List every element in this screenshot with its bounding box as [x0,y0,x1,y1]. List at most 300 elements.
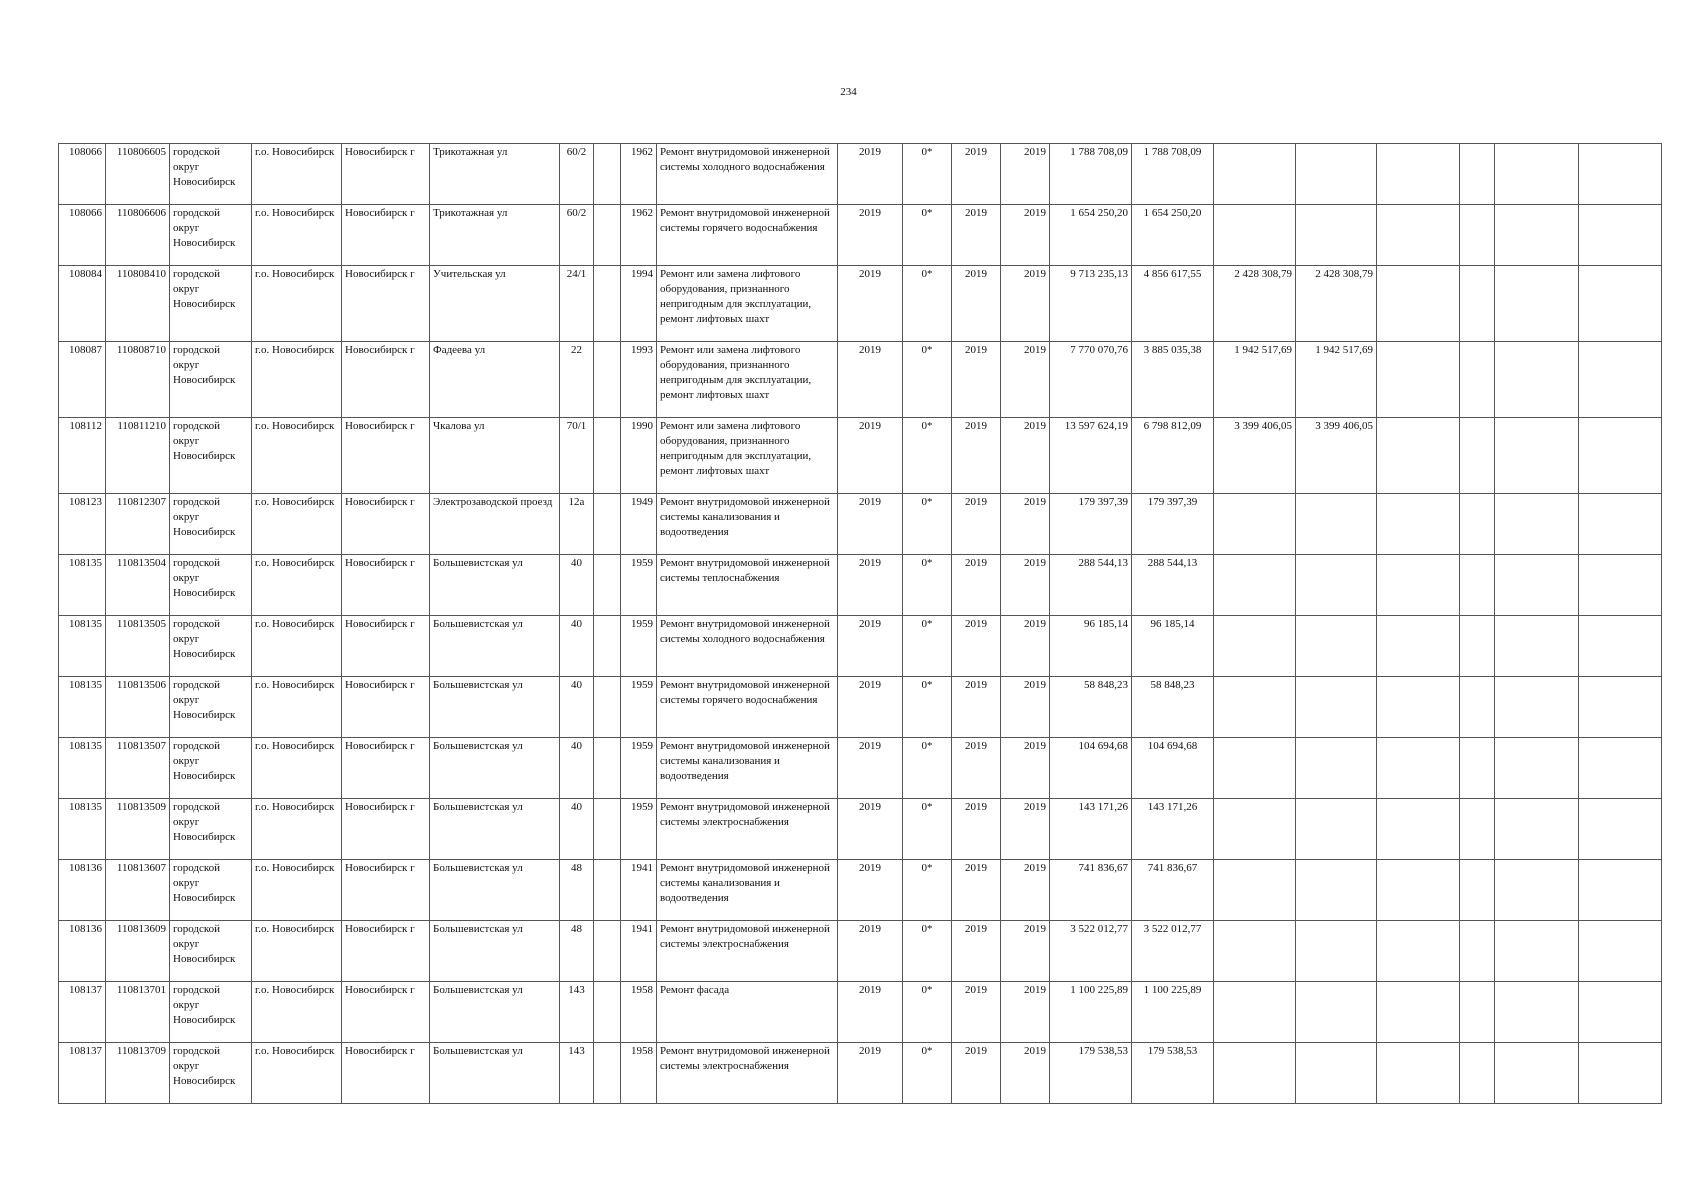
cell-municipality: городской округ Новосибирск [170,799,252,860]
cell-year-built: 1941 [621,860,657,921]
cell-year-built: 1993 [621,342,657,418]
cell-district: г.о. Новосибирск [252,799,342,860]
cell-empty [1377,1043,1460,1104]
cell-district: г.о. Новосибирск [252,144,342,205]
cell-city: Новосибирск г [342,799,430,860]
cell-empty [1495,205,1579,266]
cell-work-type: Ремонт внутридомовой инженерной системы канализования и водоотведения [657,494,838,555]
cell-budget-2: 1 942 517,69 [1296,342,1377,418]
cell-street: Трикотажная ул [430,144,560,205]
cell-plan-year: 2019 [838,418,903,494]
cell-empty [1377,266,1460,342]
cell-year-built: 1962 [621,205,657,266]
cell-empty [1460,266,1495,342]
cell-empty [1579,342,1662,418]
cell-year-built: 1959 [621,616,657,677]
cell-work-type: Ремонт внутридомовой инженерной системы канализования и водоотведения [657,738,838,799]
table-row [59,494,1662,555]
cell-stage: 0* [903,860,952,921]
cell-municipality: городской округ Новосибирск [170,266,252,342]
cell-building [594,860,621,921]
cell-budget-1 [1214,677,1296,738]
cell-municipality: городской округ Новосибирск [170,921,252,982]
cell-building [594,418,621,494]
cell-empty [1377,982,1460,1043]
cell-total-cost: 1 788 708,09 [1050,144,1132,205]
cell-street: Большевистская ул [430,982,560,1043]
cell-id: 108066 [59,205,106,266]
cell-fund-cost: 104 694,68 [1132,738,1214,799]
cell-district: г.о. Новосибирск [252,616,342,677]
cell-house: 60/2 [560,144,594,205]
cell-year-built: 1994 [621,266,657,342]
cell-empty [1495,144,1579,205]
cell-fund-cost: 741 836,67 [1132,860,1214,921]
cell-budget-2 [1296,555,1377,616]
cell-work-type: Ремонт внутридомовой инженерной системы горячего водоснабжения [657,677,838,738]
cell-empty [1579,799,1662,860]
cell-end-year: 2019 [1001,555,1050,616]
cell-street: Большевистская ул [430,1043,560,1104]
cell-empty [1495,982,1579,1043]
cell-municipality: городской округ Новосибирск [170,144,252,205]
cell-end-year: 2019 [1001,799,1050,860]
cell-district: г.о. Новосибирск [252,860,342,921]
cell-empty [1377,677,1460,738]
table-row [59,555,1662,616]
cell-stage: 0* [903,418,952,494]
cell-plan-year: 2019 [838,342,903,418]
cell-plan-year: 2019 [838,982,903,1043]
cell-budget-2 [1296,205,1377,266]
cell-end-year: 2019 [1001,921,1050,982]
cell-building [594,342,621,418]
cell-empty [1460,1043,1495,1104]
cell-work-type: Ремонт внутридомовой инженерной системы электроснабжения [657,1043,838,1104]
cell-id: 108135 [59,677,106,738]
cell-budget-1: 3 399 406,05 [1214,418,1296,494]
cell-id: 108112 [59,418,106,494]
table-row [59,677,1662,738]
cell-total-cost: 288 544,13 [1050,555,1132,616]
cell-total-cost: 9 713 235,13 [1050,266,1132,342]
cell-fund-cost: 288 544,13 [1132,555,1214,616]
cell-year-built: 1990 [621,418,657,494]
cell-work-type: Ремонт или замена лифтового оборудования, признанного непригодным для эксплуатации, ремонт лифтовых шахт [657,418,838,494]
cell-empty [1579,616,1662,677]
cell-district: г.о. Новосибирск [252,342,342,418]
cell-budget-2 [1296,799,1377,860]
cell-end-year: 2019 [1001,144,1050,205]
cell-work-type: Ремонт внутридомовой инженерной системы электроснабжения [657,799,838,860]
cell-empty [1495,799,1579,860]
cell-id: 108137 [59,1043,106,1104]
cell-empty [1579,494,1662,555]
cell-code: 110808710 [106,342,170,418]
cell-id: 108087 [59,342,106,418]
cell-end-year: 2019 [1001,738,1050,799]
cell-city: Новосибирск г [342,616,430,677]
cell-empty [1579,860,1662,921]
cell-year-built: 1949 [621,494,657,555]
cell-building [594,1043,621,1104]
cell-code: 110813506 [106,677,170,738]
capital-repair-table [58,143,1662,1104]
cell-end-year: 2019 [1001,616,1050,677]
table-row [59,738,1662,799]
cell-house: 40 [560,555,594,616]
cell-building [594,799,621,860]
cell-empty [1579,1043,1662,1104]
cell-house: 143 [560,982,594,1043]
cell-year-built: 1958 [621,982,657,1043]
cell-fund-cost: 4 856 617,55 [1132,266,1214,342]
cell-empty [1579,205,1662,266]
cell-city: Новосибирск г [342,266,430,342]
cell-empty [1460,738,1495,799]
cell-work-type: Ремонт внутридомовой инженерной системы холодного водоснабжения [657,144,838,205]
cell-municipality: городской округ Новосибирск [170,418,252,494]
cell-empty [1579,418,1662,494]
cell-plan-year: 2019 [838,799,903,860]
cell-empty [1495,921,1579,982]
cell-street: Большевистская ул [430,799,560,860]
cell-building [594,616,621,677]
cell-empty [1460,677,1495,738]
cell-empty [1377,205,1460,266]
cell-fund-cost: 143 171,26 [1132,799,1214,860]
cell-id: 108136 [59,860,106,921]
cell-empty [1579,677,1662,738]
cell-empty [1460,616,1495,677]
cell-city: Новосибирск г [342,1043,430,1104]
cell-plan-year: 2019 [838,738,903,799]
cell-budget-1: 1 942 517,69 [1214,342,1296,418]
cell-municipality: городской округ Новосибирск [170,677,252,738]
cell-house: 22 [560,342,594,418]
cell-city: Новосибирск г [342,860,430,921]
cell-empty [1579,555,1662,616]
cell-code: 110812307 [106,494,170,555]
cell-empty [1377,921,1460,982]
cell-budget-1 [1214,144,1296,205]
cell-total-cost: 1 654 250,20 [1050,205,1132,266]
cell-stage: 0* [903,144,952,205]
cell-plan-year: 2019 [838,205,903,266]
cell-street: Трикотажная ул [430,205,560,266]
cell-fund-cost: 58 848,23 [1132,677,1214,738]
cell-year-built: 1962 [621,144,657,205]
cell-code: 110813504 [106,555,170,616]
cell-start-year: 2019 [952,418,1001,494]
cell-id: 108135 [59,738,106,799]
cell-budget-2 [1296,677,1377,738]
cell-id: 108135 [59,799,106,860]
cell-house: 60/2 [560,205,594,266]
cell-empty [1377,799,1460,860]
cell-budget-2 [1296,738,1377,799]
cell-municipality: городской округ Новосибирск [170,205,252,266]
cell-empty [1579,738,1662,799]
cell-code: 110806606 [106,205,170,266]
cell-budget-2: 2 428 308,79 [1296,266,1377,342]
cell-work-type: Ремонт внутридомовой инженерной системы электроснабжения [657,921,838,982]
cell-city: Новосибирск г [342,982,430,1043]
cell-plan-year: 2019 [838,677,903,738]
cell-fund-cost: 96 185,14 [1132,616,1214,677]
cell-year-built: 1958 [621,1043,657,1104]
cell-fund-cost: 1 654 250,20 [1132,205,1214,266]
cell-city: Новосибирск г [342,677,430,738]
cell-plan-year: 2019 [838,860,903,921]
cell-street: Учительская ул [430,266,560,342]
cell-year-built: 1959 [621,738,657,799]
cell-start-year: 2019 [952,799,1001,860]
cell-street: Большевистская ул [430,738,560,799]
cell-id: 108066 [59,144,106,205]
cell-budget-1 [1214,205,1296,266]
cell-budget-1 [1214,921,1296,982]
table-row [59,1043,1662,1104]
cell-empty [1377,494,1460,555]
cell-budget-2 [1296,921,1377,982]
cell-stage: 0* [903,342,952,418]
cell-plan-year: 2019 [838,144,903,205]
cell-total-cost: 143 171,26 [1050,799,1132,860]
cell-work-type: Ремонт или замена лифтового оборудования, признанного непригодным для эксплуатации, ремонт лифтовых шахт [657,342,838,418]
cell-empty [1495,342,1579,418]
cell-start-year: 2019 [952,921,1001,982]
cell-street: Большевистская ул [430,677,560,738]
cell-end-year: 2019 [1001,677,1050,738]
cell-district: г.о. Новосибирск [252,982,342,1043]
cell-id: 108135 [59,616,106,677]
cell-budget-1 [1214,982,1296,1043]
cell-district: г.о. Новосибирск [252,677,342,738]
cell-code: 110806605 [106,144,170,205]
cell-end-year: 2019 [1001,1043,1050,1104]
cell-work-type: Ремонт внутридомовой инженерной системы холодного водоснабжения [657,616,838,677]
cell-empty [1495,418,1579,494]
cell-year-built: 1941 [621,921,657,982]
cell-municipality: городской округ Новосибирск [170,555,252,616]
cell-start-year: 2019 [952,266,1001,342]
cell-year-built: 1959 [621,677,657,738]
cell-plan-year: 2019 [838,494,903,555]
table-row [59,205,1662,266]
cell-fund-cost: 1 788 708,09 [1132,144,1214,205]
cell-code: 110813505 [106,616,170,677]
cell-empty [1460,799,1495,860]
cell-total-cost: 179 397,39 [1050,494,1132,555]
cell-plan-year: 2019 [838,1043,903,1104]
cell-plan-year: 2019 [838,616,903,677]
cell-total-cost: 741 836,67 [1050,860,1132,921]
cell-stage: 0* [903,494,952,555]
cell-budget-1 [1214,738,1296,799]
cell-start-year: 2019 [952,1043,1001,1104]
cell-municipality: городской округ Новосибирск [170,494,252,555]
cell-empty [1460,205,1495,266]
cell-code: 110813507 [106,738,170,799]
cell-start-year: 2019 [952,738,1001,799]
cell-stage: 0* [903,982,952,1043]
cell-house: 143 [560,1043,594,1104]
cell-start-year: 2019 [952,555,1001,616]
cell-stage: 0* [903,677,952,738]
cell-id: 108136 [59,921,106,982]
cell-fund-cost: 3 522 012,77 [1132,921,1214,982]
cell-work-type: Ремонт внутридомовой инженерной системы горячего водоснабжения [657,205,838,266]
cell-end-year: 2019 [1001,982,1050,1043]
cell-code: 110813509 [106,799,170,860]
cell-fund-cost: 3 885 035,38 [1132,342,1214,418]
cell-total-cost: 58 848,23 [1050,677,1132,738]
table-row [59,616,1662,677]
cell-building [594,555,621,616]
cell-budget-2 [1296,616,1377,677]
table-row [59,860,1662,921]
cell-street: Большевистская ул [430,616,560,677]
cell-house: 12а [560,494,594,555]
cell-district: г.о. Новосибирск [252,494,342,555]
cell-start-year: 2019 [952,205,1001,266]
cell-budget-1 [1214,616,1296,677]
cell-code: 110813701 [106,982,170,1043]
table-row [59,342,1662,418]
cell-work-type: Ремонт фасада [657,982,838,1043]
cell-empty [1460,555,1495,616]
cell-budget-2 [1296,982,1377,1043]
cell-id: 108123 [59,494,106,555]
cell-empty [1495,1043,1579,1104]
cell-district: г.о. Новосибирск [252,266,342,342]
cell-house: 24/1 [560,266,594,342]
cell-code: 110811210 [106,418,170,494]
cell-empty [1495,266,1579,342]
cell-stage: 0* [903,921,952,982]
cell-municipality: городской округ Новосибирск [170,860,252,921]
cell-budget-1 [1214,860,1296,921]
cell-street: Электрозаводской проезд [430,494,560,555]
cell-id: 108137 [59,982,106,1043]
cell-house: 70/1 [560,418,594,494]
cell-budget-1 [1214,494,1296,555]
cell-total-cost: 96 185,14 [1050,616,1132,677]
cell-budget-1 [1214,799,1296,860]
cell-end-year: 2019 [1001,266,1050,342]
cell-house: 48 [560,921,594,982]
cell-building [594,494,621,555]
cell-end-year: 2019 [1001,860,1050,921]
cell-city: Новосибирск г [342,144,430,205]
cell-budget-1 [1214,555,1296,616]
cell-end-year: 2019 [1001,494,1050,555]
cell-stage: 0* [903,616,952,677]
cell-code: 110813607 [106,860,170,921]
cell-street: Фадеева ул [430,342,560,418]
cell-empty [1460,144,1495,205]
cell-house: 40 [560,738,594,799]
cell-empty [1377,616,1460,677]
cell-total-cost: 3 522 012,77 [1050,921,1132,982]
cell-year-built: 1959 [621,799,657,860]
cell-plan-year: 2019 [838,921,903,982]
cell-fund-cost: 179 397,39 [1132,494,1214,555]
cell-empty [1579,921,1662,982]
cell-municipality: городской округ Новосибирск [170,616,252,677]
cell-house: 48 [560,860,594,921]
cell-budget-2 [1296,144,1377,205]
cell-empty [1460,982,1495,1043]
cell-city: Новосибирск г [342,494,430,555]
cell-house: 40 [560,677,594,738]
cell-work-type: Ремонт или замена лифтового оборудования, признанного непригодным для эксплуатации, ремонт лифтовых шахт [657,266,838,342]
table-row [59,144,1662,205]
cell-district: г.о. Новосибирск [252,921,342,982]
cell-stage: 0* [903,205,952,266]
cell-empty [1377,555,1460,616]
cell-id: 108135 [59,555,106,616]
cell-building [594,921,621,982]
cell-building [594,144,621,205]
cell-house: 40 [560,616,594,677]
cell-empty [1460,494,1495,555]
cell-stage: 0* [903,799,952,860]
cell-fund-cost: 179 538,53 [1132,1043,1214,1104]
cell-building [594,982,621,1043]
cell-empty [1495,860,1579,921]
cell-budget-2 [1296,1043,1377,1104]
cell-building [594,205,621,266]
cell-district: г.о. Новосибирск [252,418,342,494]
cell-plan-year: 2019 [838,266,903,342]
cell-budget-1 [1214,1043,1296,1104]
cell-total-cost: 1 100 225,89 [1050,982,1132,1043]
cell-empty [1377,860,1460,921]
cell-budget-1: 2 428 308,79 [1214,266,1296,342]
cell-end-year: 2019 [1001,418,1050,494]
cell-start-year: 2019 [952,677,1001,738]
cell-total-cost: 179 538,53 [1050,1043,1132,1104]
cell-fund-cost: 6 798 812,09 [1132,418,1214,494]
cell-empty [1495,494,1579,555]
cell-building [594,266,621,342]
cell-work-type: Ремонт внутридомовой инженерной системы канализования и водоотведения [657,860,838,921]
cell-stage: 0* [903,1043,952,1104]
cell-city: Новосибирск г [342,921,430,982]
cell-start-year: 2019 [952,494,1001,555]
cell-street: Большевистская ул [430,555,560,616]
cell-building [594,738,621,799]
cell-budget-2 [1296,860,1377,921]
cell-stage: 0* [903,738,952,799]
cell-city: Новосибирск г [342,738,430,799]
cell-empty [1579,982,1662,1043]
cell-city: Новосибирск г [342,418,430,494]
cell-stage: 0* [903,266,952,342]
cell-code: 110813709 [106,1043,170,1104]
cell-empty [1495,616,1579,677]
cell-city: Новосибирск г [342,555,430,616]
cell-start-year: 2019 [952,144,1001,205]
cell-house: 40 [560,799,594,860]
cell-total-cost: 13 597 624,19 [1050,418,1132,494]
cell-budget-2 [1296,494,1377,555]
cell-empty [1460,342,1495,418]
table-row [59,418,1662,494]
cell-empty [1377,144,1460,205]
